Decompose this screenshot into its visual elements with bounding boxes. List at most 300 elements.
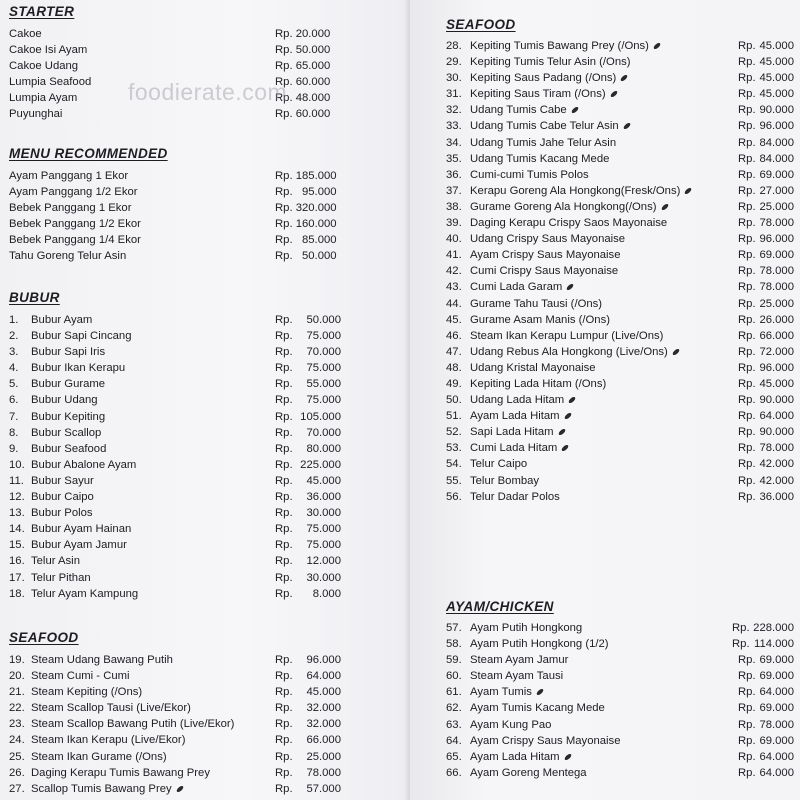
item-amount: 57.000	[306, 782, 341, 795]
item-amount: 64.000	[759, 686, 794, 699]
item-currency: Rp.	[738, 750, 756, 763]
item-number: 58.	[446, 638, 462, 651]
item-name: Cumi-cumi Tumis Polos	[470, 168, 589, 181]
item-currency: Rp.	[275, 362, 293, 375]
menu-item	[446, 668, 796, 684]
item-currency: Rp.	[738, 766, 756, 779]
item-currency: Rp.	[275, 507, 293, 520]
menu-item	[9, 473, 344, 489]
item-number: 41.	[446, 249, 462, 262]
item-amount: 42.000	[759, 474, 794, 487]
item-number: 12.	[9, 491, 25, 504]
menu-item	[446, 263, 796, 279]
chili-icon	[620, 74, 629, 82]
item-number: 10.	[9, 458, 25, 471]
item-number: 28.	[446, 40, 462, 52]
item-amount: 45.000	[759, 40, 794, 52]
item-currency: Rp.	[275, 410, 293, 423]
item-number: 51.	[446, 410, 462, 423]
item-currency: Rp.	[732, 622, 750, 634]
item-amount: 36.000	[759, 490, 794, 503]
item-amount: 72.000	[759, 345, 794, 358]
item-amount: 75.000	[306, 394, 341, 407]
item-name: Bubur Sapi Iris	[31, 346, 106, 359]
menu-item	[446, 312, 796, 328]
menu-item	[9, 106, 339, 122]
item-name: Bubur Ayam Hainan	[31, 523, 132, 536]
item-currency: Rp.	[275, 378, 293, 391]
item-price: Rp. 185.000	[275, 170, 337, 182]
item-currency: Rp.	[738, 718, 756, 731]
item-amount: 96.000	[306, 654, 341, 666]
item-name: Steam Scallop Tausi (Live/Ekor)	[31, 702, 191, 715]
item-currency: Rp.	[275, 426, 293, 439]
menu-item	[9, 232, 339, 248]
item-currency: Rp.	[738, 410, 756, 423]
menu-item	[446, 151, 796, 167]
item-amount: 69.000	[759, 734, 794, 747]
chili-icon	[653, 42, 662, 50]
menu-item	[446, 54, 796, 70]
item-number: 22.	[9, 702, 25, 715]
menu-item	[9, 749, 344, 765]
section-title-seafood: SEAFOOD	[9, 630, 79, 645]
item-number: 14.	[9, 523, 25, 536]
item-name: Bubur Seafood	[31, 442, 107, 455]
item-name: Lumpia Ayam	[9, 92, 78, 105]
item-name: Ayam Lada Hitam	[470, 749, 572, 765]
section-title-bubur: BUBUR	[9, 290, 60, 305]
item-name: Ayam Kung Pao	[470, 718, 552, 731]
item-name: Daging Kerapu Tumis Bawang Prey	[31, 766, 210, 779]
menu-item	[9, 441, 344, 457]
item-currency: Rp.	[738, 361, 756, 374]
item-amount: 84.000	[759, 136, 794, 149]
menu-item	[446, 247, 796, 263]
menu-item	[9, 200, 339, 216]
item-name: Gurame Tahu Tausi (/Ons)	[470, 297, 603, 310]
item-name: Telur Pithan	[31, 571, 91, 584]
item-name: Telur Bombay	[470, 474, 540, 487]
item-name: Cumi Lada Hitam	[470, 440, 569, 456]
item-name: Telur Ayam Kampung	[31, 587, 139, 600]
chili-icon	[561, 444, 570, 452]
item-name: Kerapu Goreng Ala Hongkong(Fresk/Ons)	[470, 183, 692, 199]
item-name: Udang Kristal Mayonaise	[470, 361, 596, 374]
menu-item	[446, 38, 796, 54]
item-currency: Rp.	[738, 426, 756, 439]
item-currency: Rp.	[738, 56, 756, 69]
chili-icon	[536, 688, 545, 696]
item-number: 23.	[9, 718, 25, 731]
item-name: Bubur Ayam Jamur	[31, 539, 127, 552]
menu-item	[9, 344, 344, 360]
item-name: Gurame Goreng Ala Hongkong(/Ons)	[470, 199, 669, 215]
item-price: Rp. 65.000	[275, 60, 331, 73]
menu-item	[9, 668, 344, 684]
item-amount: 75.000	[306, 523, 341, 536]
item-amount: 228.000	[753, 622, 794, 634]
item-amount: 78.000	[759, 265, 794, 278]
item-currency: Rp.	[275, 523, 293, 536]
item-number: 54.	[446, 458, 462, 471]
item-number: 8.	[9, 426, 19, 439]
item-currency: Rp.	[738, 88, 756, 101]
item-number: 40.	[446, 233, 462, 246]
item-name: Bubur Polos	[31, 507, 93, 520]
item-number: 24.	[9, 734, 25, 747]
item-name: Ayam Tumis	[470, 684, 544, 700]
item-amount: 36.000	[306, 491, 341, 504]
item-amount: 12.000	[306, 555, 341, 568]
menu-item	[446, 424, 796, 440]
section-seafood-right	[446, 17, 796, 505]
item-amount: 90.000	[759, 104, 794, 117]
menu-page-right	[410, 0, 800, 800]
item-currency: Rp.	[738, 104, 756, 117]
menu-item	[9, 781, 344, 797]
menu-item	[9, 537, 344, 553]
item-currency: Rp.	[275, 686, 293, 699]
item-currency: Rp.	[738, 297, 756, 310]
menu-item	[9, 312, 344, 328]
item-currency: Rp.	[738, 200, 756, 213]
item-amount: 45.000	[306, 474, 341, 487]
item-currency: Rp.	[738, 233, 756, 246]
item-amount: 70.000	[306, 346, 341, 359]
item-currency: Rp.	[275, 442, 293, 455]
menu-item	[446, 167, 796, 183]
item-currency: Rp.	[275, 587, 293, 600]
item-currency: Rp.	[732, 638, 750, 651]
item-name: Steam Ayam Jamur	[470, 654, 569, 667]
item-currency: Rp.	[738, 265, 756, 278]
item-amount: 45.000	[759, 88, 794, 101]
item-number: 20.	[9, 670, 25, 683]
item-number: 25.	[9, 750, 25, 763]
item-amount: 55.000	[306, 378, 341, 391]
item-currency: Rp.	[275, 750, 293, 763]
item-name: Scallop Tumis Bawang Prey	[31, 781, 184, 797]
menu-item	[446, 652, 796, 668]
item-amount: 25.000	[759, 297, 794, 310]
item-amount: 114.000	[754, 638, 794, 651]
item-name: Telur Asin	[31, 555, 80, 568]
chili-icon	[557, 428, 566, 436]
item-amount: 32.000	[306, 718, 341, 731]
section-title-seafood-right: SEAFOOD	[446, 17, 516, 32]
menu-item	[446, 456, 796, 472]
item-price: Rp. 95.000	[275, 186, 337, 199]
item-currency: Rp.	[738, 40, 756, 52]
item-number: 52.	[446, 426, 462, 439]
item-number: 37.	[446, 184, 462, 197]
item-currency: Rp.	[738, 136, 756, 149]
menu-item	[9, 328, 344, 344]
item-number: 29.	[446, 56, 462, 69]
menu-item	[446, 473, 796, 489]
item-name: Udang Tumis Cabe Telur Asin	[470, 118, 631, 134]
chili-icon	[622, 123, 631, 131]
menu-item	[446, 328, 796, 344]
menu-item	[9, 684, 344, 700]
item-number: 57.	[446, 622, 462, 634]
menu-item	[9, 42, 339, 58]
item-name: Ayam Crispy Saus Mayonaise	[470, 249, 621, 262]
item-currency: Rp.	[738, 474, 756, 487]
item-number: 1.	[9, 314, 19, 326]
item-amount: 105.000	[300, 410, 341, 423]
menu-item	[446, 183, 796, 199]
item-currency: Rp.	[275, 394, 293, 407]
item-amount: 70.000	[306, 426, 341, 439]
section-title-starter: STARTER	[9, 4, 75, 19]
item-currency: Rp.	[738, 120, 756, 133]
item-name: Ayam Goreng Mentega	[470, 766, 587, 779]
item-amount: 90.000	[759, 426, 794, 439]
item-number: 27.	[9, 782, 25, 795]
menu-item	[446, 408, 796, 424]
item-number: 50.	[446, 394, 462, 407]
item-currency: Rp.	[738, 217, 756, 230]
menu-item	[9, 409, 344, 425]
item-number: 16.	[9, 555, 25, 568]
menu-item	[9, 521, 344, 537]
chili-icon	[175, 785, 184, 793]
item-name: Bubur Udang	[31, 394, 98, 407]
item-currency: Rp.	[275, 734, 293, 747]
item-price: Rp. 48.000	[275, 92, 331, 105]
item-number: 19.	[9, 654, 25, 666]
item-amount: 25.000	[759, 200, 794, 213]
item-name: Bubur Sapi Cincang	[31, 330, 132, 343]
menu-item	[9, 425, 344, 441]
section-recommended	[9, 146, 339, 265]
item-amount: 64.000	[306, 670, 341, 683]
item-amount: 96.000	[759, 233, 794, 246]
item-amount: 78.000	[759, 217, 794, 230]
item-amount: 69.000	[759, 702, 794, 715]
menu-item	[446, 279, 796, 295]
menu-item	[446, 733, 796, 749]
menu-item	[9, 58, 339, 74]
item-amount: 64.000	[759, 410, 794, 423]
menu-item	[9, 570, 344, 586]
item-number: 9.	[9, 442, 19, 455]
item-currency: Rp.	[275, 491, 293, 504]
chili-icon	[660, 203, 669, 211]
item-name: Udang Tumis Cabe	[470, 102, 579, 118]
menu-item	[446, 344, 796, 360]
item-number: 61.	[446, 686, 462, 699]
item-number: 34.	[446, 136, 462, 149]
item-number: 35.	[446, 152, 462, 165]
item-currency: Rp.	[738, 249, 756, 262]
item-currency: Rp.	[738, 490, 756, 503]
item-name: Ayam Panggang 1 Ekor	[9, 170, 129, 182]
item-currency: Rp.	[275, 474, 293, 487]
item-amount: 80.000	[306, 442, 341, 455]
item-name: Ayam Crispy Saus Mayonaise	[470, 734, 621, 747]
item-name: Bubur Caipo	[31, 491, 94, 504]
item-currency: Rp.	[738, 152, 756, 165]
item-name: Bubur Sayur	[31, 474, 94, 487]
menu-item	[9, 652, 344, 668]
item-amount: 69.000	[759, 168, 794, 181]
item-currency: Rp.	[738, 72, 756, 85]
item-name: Steam Kepiting (/Ons)	[31, 686, 143, 699]
item-price: Rp. 20.000	[275, 28, 331, 40]
item-number: 63.	[446, 718, 462, 731]
item-name: Telur Dadar Polos	[470, 490, 560, 503]
section-title-recommended: MENU RECOMMENDED	[9, 146, 168, 161]
section-bubur	[9, 290, 344, 602]
item-price: Rp. 60.000	[275, 108, 331, 121]
watermark: foodierate.com	[128, 79, 288, 105]
item-name: Daging Kerapu Crispy Saos Mayonaise	[470, 217, 668, 230]
item-number: 3.	[9, 346, 19, 359]
item-name: Udang Lada Hitam	[470, 392, 576, 408]
item-number: 31.	[446, 88, 462, 101]
item-name: Udang Tumis Jahe Telur Asin	[470, 136, 617, 149]
item-name: Steam Ayam Tausi	[470, 670, 564, 683]
item-number: 2.	[9, 330, 19, 343]
menu-item	[9, 700, 344, 716]
item-amount: 78.000	[759, 281, 794, 294]
item-number: 55.	[446, 474, 462, 487]
item-amount: 45.000	[759, 56, 794, 69]
menu-item	[9, 360, 344, 376]
item-currency: Rp.	[738, 670, 756, 683]
item-name: Bebek Panggang 1/2 Ekor	[9, 218, 141, 231]
chili-icon	[609, 90, 618, 98]
menu-item	[446, 102, 796, 118]
item-currency: Rp.	[275, 702, 293, 715]
chili-icon	[563, 412, 572, 420]
item-amount: 8.000	[312, 587, 341, 600]
menu-item	[446, 749, 796, 765]
item-amount: 45.000	[759, 377, 794, 390]
menu-item	[9, 505, 344, 521]
item-name: Udang Rebus Ala Hongkong (Live/Ons)	[470, 344, 680, 360]
menu-item	[446, 684, 796, 700]
menu-item	[9, 765, 344, 781]
menu-item	[9, 248, 339, 264]
item-name: Steam Ikan Kerapu Lumpur (Live/Ons)	[470, 329, 664, 342]
item-name: Bubur Abalone Ayam	[31, 458, 137, 471]
item-amount: 30.000	[306, 571, 341, 584]
item-number: 45.	[446, 313, 462, 326]
menu-item	[446, 86, 796, 102]
item-currency: Rp.	[275, 670, 293, 683]
item-currency: Rp.	[275, 571, 293, 584]
item-number: 17.	[9, 571, 25, 584]
item-amount: 27.000	[759, 184, 794, 197]
item-currency: Rp.	[738, 734, 756, 747]
item-number: 53.	[446, 442, 462, 455]
item-number: 60.	[446, 670, 462, 683]
item-amount: 25.000	[306, 750, 341, 763]
item-name: Bubur Ikan Kerapu	[31, 362, 126, 375]
item-number: 59.	[446, 654, 462, 667]
menu-item	[446, 700, 796, 716]
menu-item	[446, 440, 796, 456]
item-number: 66.	[446, 766, 462, 779]
item-currency: Rp.	[738, 686, 756, 699]
item-amount: 69.000	[759, 670, 794, 683]
item-name: Udang Tumis Kacang Mede	[470, 152, 610, 165]
item-price: Rp. 50.000	[275, 250, 337, 263]
item-number: 18.	[9, 587, 25, 600]
item-number: 43.	[446, 281, 462, 294]
menu-item	[9, 489, 344, 505]
menu-item	[446, 620, 796, 636]
menu-item	[9, 168, 339, 184]
item-name: Ayam Lada Hitam	[470, 408, 572, 424]
item-name: Kepiting Saus Padang (/Ons)	[470, 70, 628, 86]
item-price: Rp. 50.000	[275, 44, 331, 57]
item-name: Ayam Putih Hongkong	[470, 622, 583, 634]
item-currency: Rp.	[738, 442, 756, 455]
item-currency: Rp.	[275, 555, 293, 568]
menu-item	[9, 586, 344, 602]
menu-item	[446, 296, 796, 312]
item-name: Telur Caipo	[470, 458, 528, 471]
menu-item	[446, 489, 796, 505]
item-currency: Rp.	[738, 702, 756, 715]
item-name: Ayam Panggang 1/2 Ekor	[9, 186, 138, 199]
item-currency: Rp.	[275, 539, 293, 552]
item-number: 5.	[9, 378, 19, 391]
item-amount: 42.000	[759, 458, 794, 471]
item-amount: 66.000	[306, 734, 341, 747]
item-amount: 69.000	[759, 654, 794, 667]
chili-icon	[684, 187, 693, 195]
item-amount: 96.000	[759, 361, 794, 374]
menu-item	[446, 360, 796, 376]
item-name: Gurame Asam Manis (/Ons)	[470, 313, 610, 326]
chili-icon	[566, 283, 575, 291]
item-amount: 225.000	[300, 458, 341, 471]
item-name: Bebek Panggang 1 Ekor	[9, 202, 132, 215]
item-currency: Rp.	[738, 313, 756, 326]
item-name: Kepiting Saus Tiram (/Ons)	[470, 86, 618, 102]
item-amount: 26.000	[759, 313, 794, 326]
item-currency: Rp.	[275, 458, 293, 471]
item-currency: Rp.	[275, 766, 293, 779]
item-amount: 78.000	[759, 442, 794, 455]
menu-item	[9, 716, 344, 732]
item-number: 56.	[446, 490, 462, 503]
item-number: 47.	[446, 345, 462, 358]
item-name: Udang Crispy Saus Mayonaise	[470, 233, 626, 246]
item-name: Cakoe Isi Ayam	[9, 44, 88, 57]
item-name: Bebek Panggang 1/4 Ekor	[9, 234, 141, 247]
menu-item	[9, 392, 344, 408]
menu-item	[446, 135, 796, 151]
menu-item	[446, 376, 796, 392]
item-number: 15.	[9, 539, 25, 552]
item-currency: Rp.	[275, 346, 293, 359]
item-number: 46.	[446, 329, 462, 342]
item-currency: Rp.	[275, 782, 293, 795]
menu-item	[9, 732, 344, 748]
item-amount: 96.000	[759, 120, 794, 133]
item-number: 48.	[446, 361, 462, 374]
menu-item	[446, 199, 796, 215]
menu-item	[9, 184, 339, 200]
item-name: Bubur Ayam	[31, 314, 93, 326]
